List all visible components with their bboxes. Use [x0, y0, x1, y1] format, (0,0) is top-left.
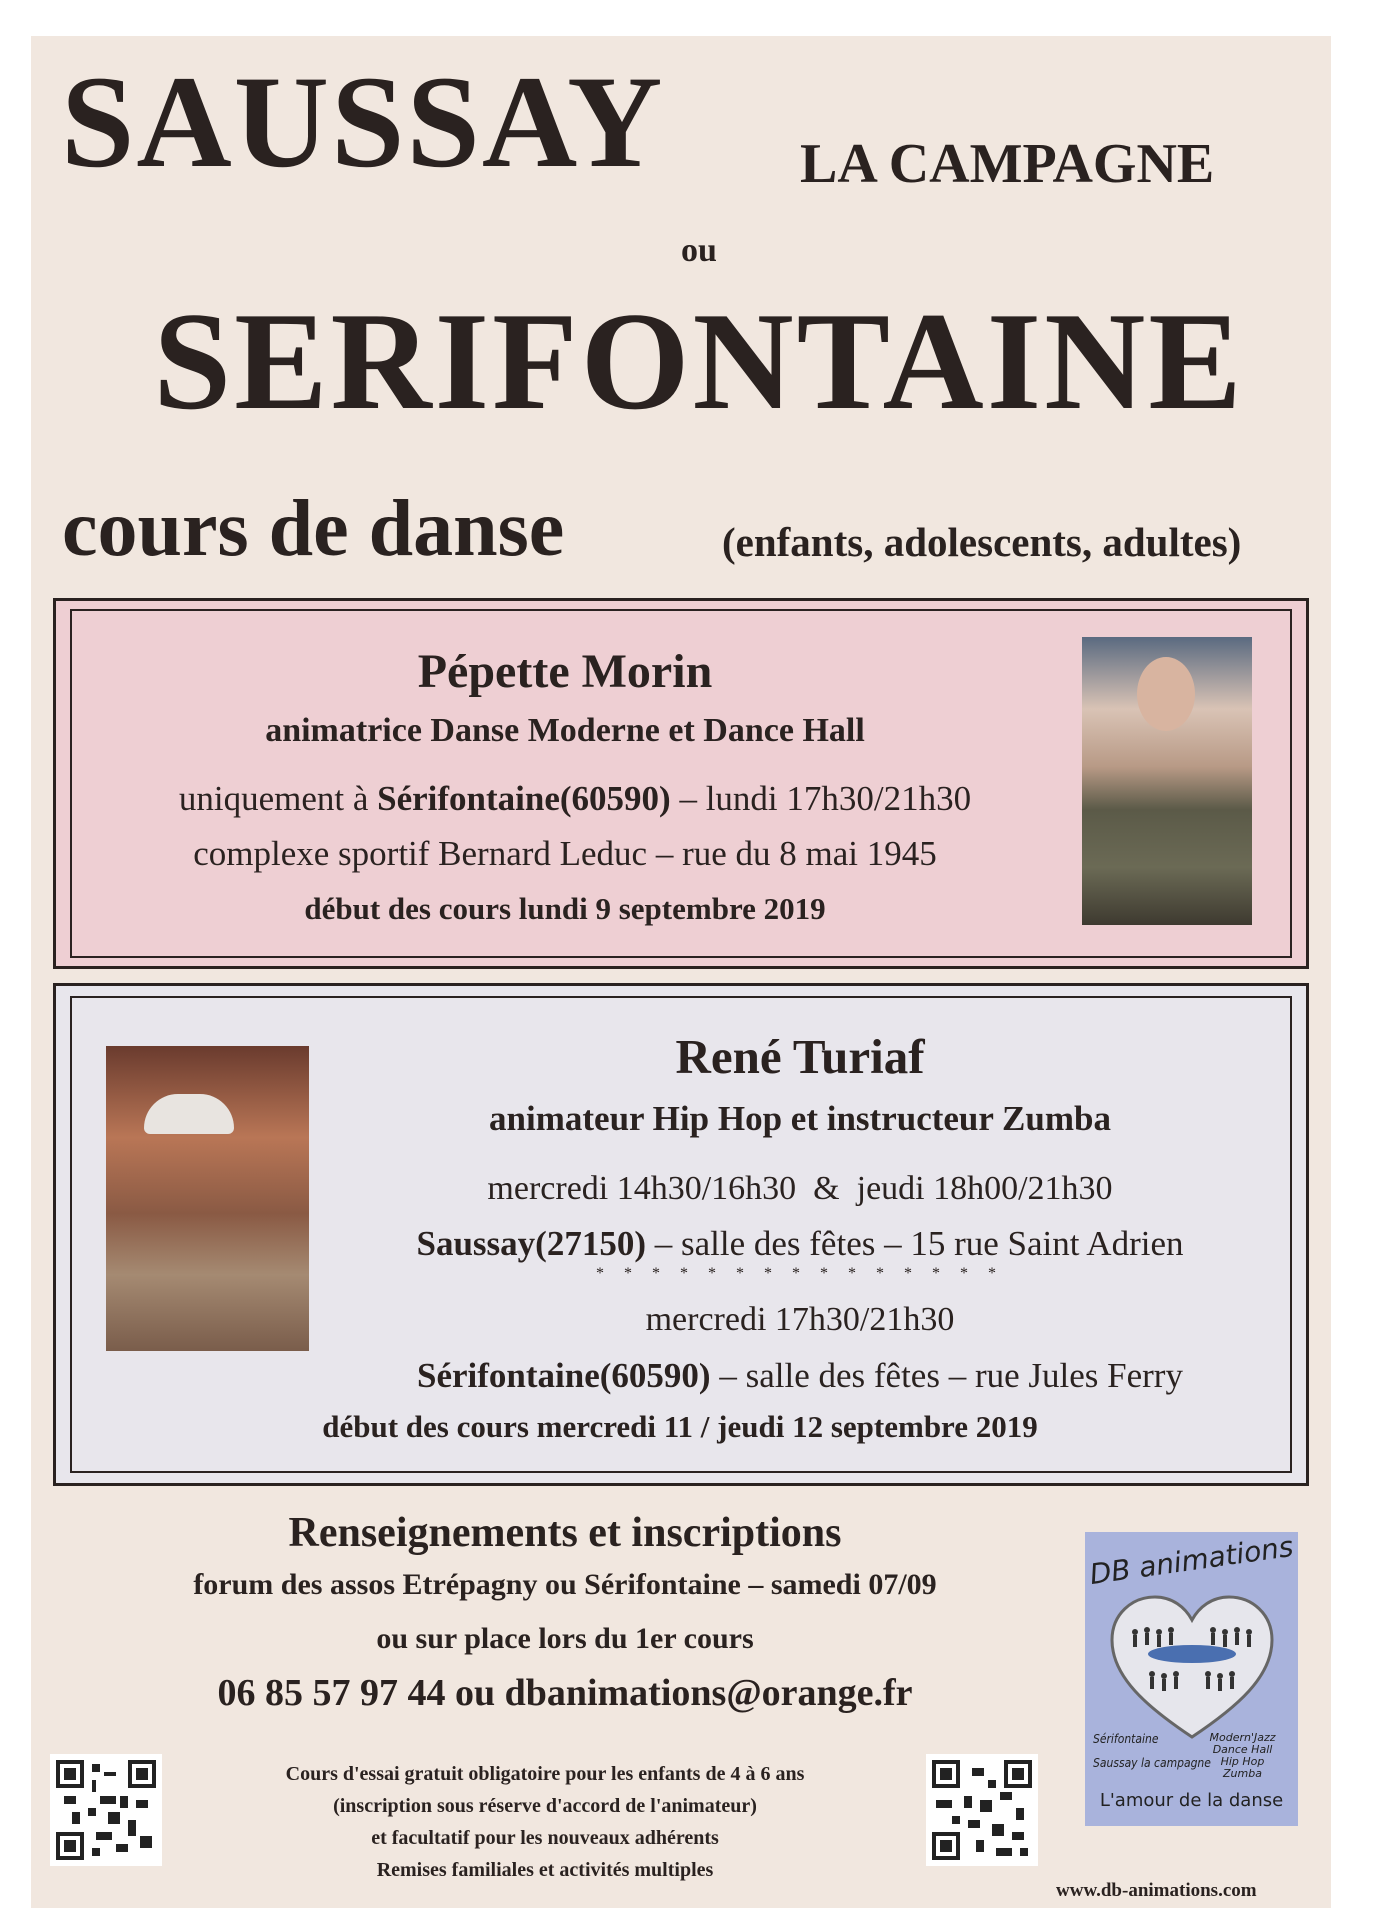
instructor1-schedule-pre: uniquement à — [178, 779, 378, 818]
photo-face — [1137, 657, 1195, 731]
subtitle-publics: (enfants, adolescents, adultes) — [722, 519, 1242, 565]
logo-style-4: Zumba — [1223, 1767, 1262, 1780]
logo-style-1: Modern'Jazz — [1209, 1731, 1276, 1744]
instructor2-address-serifontaine-text: – salle des fêtes – rue Jules Ferry — [710, 1356, 1183, 1395]
instructor2-place-saussay: Saussay(27150) — [416, 1224, 646, 1263]
logo-place-saussay: Saussay la campagne — [1093, 1756, 1211, 1770]
instructor2-schedule-serifontaine: mercredi 17h30/21h30 — [645, 1301, 955, 1338]
instructor2-address-saussay-text: – salle des fêtes – 15 rue Saint Adrien — [645, 1224, 1184, 1263]
subtitle-cours-de-danse: cours de danse — [62, 485, 565, 573]
separator-stars: * * * * * * * * * * * * * * * — [596, 1265, 1004, 1282]
instructor1-schedule — [70, 781, 1080, 816]
heart-dancers-icon — [1107, 1592, 1277, 1742]
photo-cap — [144, 1094, 234, 1134]
instructor2-place-serifontaine: Sérifontaine(60590) — [417, 1356, 711, 1395]
logo-title: DB animations — [1087, 1529, 1296, 1592]
qr-code-left — [50, 1754, 162, 1866]
logo-place-serifontaine: Sérifontaine — [1093, 1732, 1159, 1746]
notes-block — [170, 1758, 920, 1886]
title-ou: ou — [681, 232, 717, 269]
db-animations-logo — [1085, 1529, 1298, 1826]
info-contact: 06 85 57 97 44 ou dbanimations@orange.fr — [217, 1672, 913, 1714]
instructor2-schedule-saussay: mercredi 14h30/16h30 & jeudi 18h00/21h30 — [487, 1170, 1113, 1207]
info-on-site: ou sur place lors du 1er cours — [376, 1622, 754, 1655]
instructor2-address-saussay — [310, 1226, 1290, 1261]
instructor1-photo — [1082, 637, 1252, 925]
title-saussay: SAUSSAY — [61, 48, 665, 195]
logo-tagline: L'amour de la danse — [1099, 1790, 1284, 1811]
note-line-4: Remises familiales et activités multiples — [376, 1859, 714, 1881]
title-la-campagne: LA CAMPAGNE — [800, 133, 1215, 195]
info-forum: forum des assos Etrépagny ou Sérifontaine – samedi 07/09 — [193, 1568, 937, 1601]
instructor1-role: animatrice Danse Moderne et Dance Hall — [265, 712, 865, 749]
instructor2-name: René Turiaf — [675, 1029, 925, 1084]
logo-style-2: Dance Hall — [1212, 1743, 1273, 1756]
instructor2-photo — [106, 1046, 309, 1351]
title-serifontaine: SERIFONTAINE — [153, 284, 1245, 439]
instructor1-place: Sérifontaine(60590) — [377, 779, 671, 818]
note-line-3: et facultatif pour les nouveaux adhérents — [371, 1827, 719, 1849]
info-heading: Renseignements et inscriptions — [288, 1510, 842, 1556]
instructor2-role: animateur Hip Hop et instructeur Zumba — [489, 1099, 1111, 1138]
instructor1-address: complexe sportif Bernard Leduc – rue du 8 mai 1945 — [193, 834, 937, 873]
instructor1-schedule-post: – lundi 17h30/21h30 — [670, 779, 972, 818]
website-link[interactable]: www.db-animations.com — [1056, 1880, 1257, 1901]
note-line-1: Cours d'essai gratuit obligatoire pour les enfants de 4 à 6 ans — [285, 1763, 805, 1785]
instructor2-start-date: début des cours mercredi 11 / jeudi 12 septembre 2019 — [322, 1409, 1038, 1444]
instructor1-start-date: début des cours lundi 9 septembre 2019 — [304, 891, 826, 926]
logo-style-3: Hip Hop — [1220, 1755, 1265, 1768]
instructor1-name: Pépette Morin — [417, 645, 713, 698]
logo-styles — [1190, 1732, 1295, 1780]
qr-code-right — [926, 1754, 1038, 1866]
instructor2-address-serifontaine — [310, 1358, 1290, 1393]
note-line-2: (inscription sous réserve d'accord de l'animateur) — [333, 1795, 757, 1817]
